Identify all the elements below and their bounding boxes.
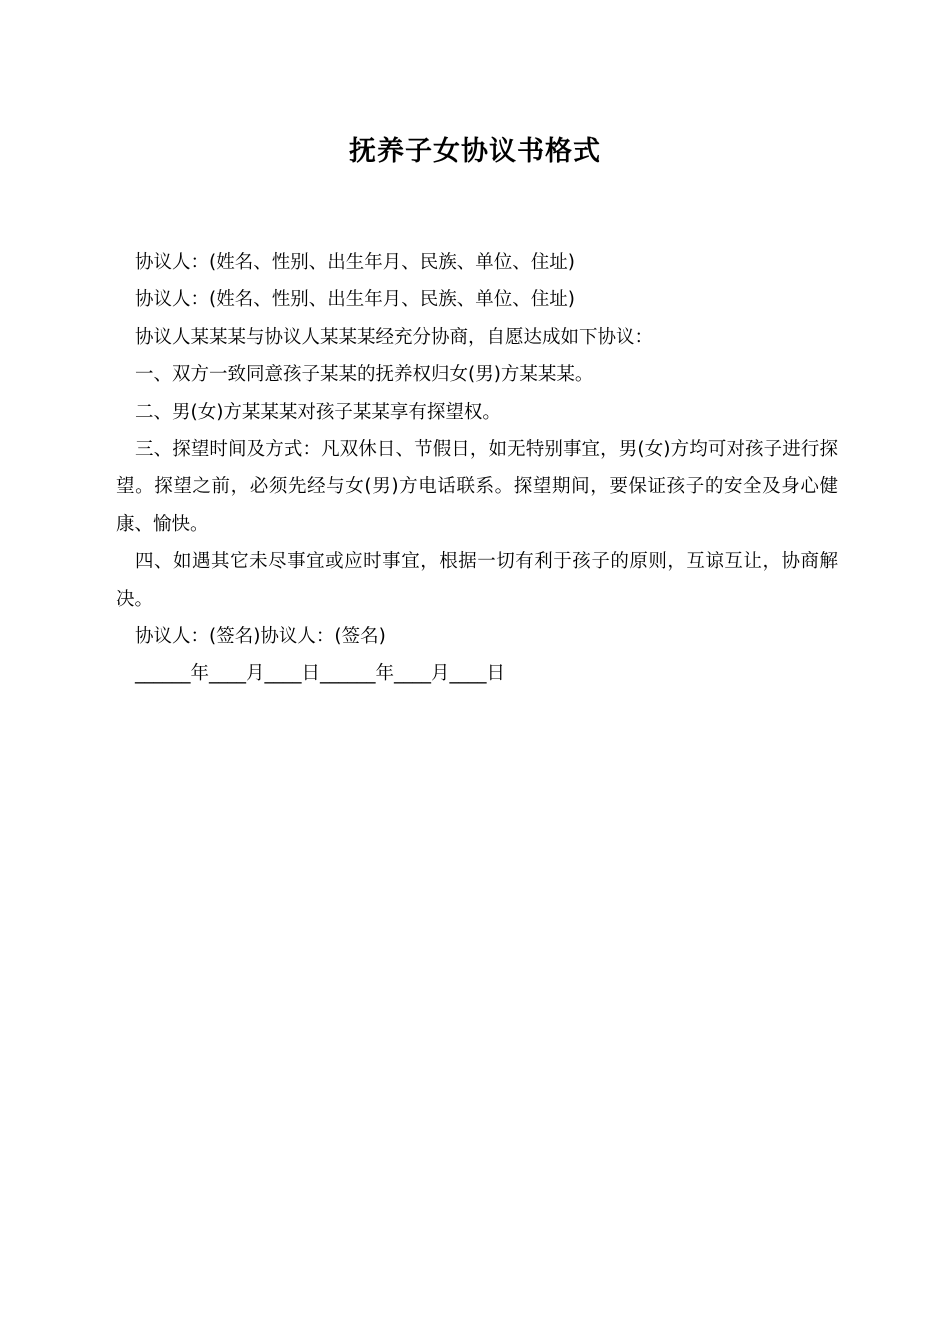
signature-line: 协议人：(签名)协议人：(签名) bbox=[135, 626, 386, 648]
clause-3: 三、探望时间及方式：凡双休日、节假日，如无特别事宜，男(女)方均可对孩子进行探望。探望之前，必须先经与女(男)方电话联系。探望期间，要保证孩子的安全及身心健康、愉快。 bbox=[116, 439, 838, 535]
agreement-intro: 协议人某某某与协议人某某某经充分协商，自愿达成如下协议： bbox=[135, 326, 654, 348]
document-body bbox=[116, 244, 838, 693]
clause-2: 二、男(女)方某某某对孩子某某享有探望权。 bbox=[135, 401, 501, 423]
clause-1: 一、双方一致同意孩子某某的抚养权归女(男)方某某某。 bbox=[135, 364, 594, 386]
party-a-info: 协议人：(姓名、性别、出生年月、民族、单位、住址) bbox=[135, 252, 575, 273]
date-line: ______年____月____日______年____月____日 bbox=[135, 663, 506, 685]
party-b-info: 协议人：(姓名、性别、出生年月、民族、单位、住址) bbox=[135, 289, 575, 311]
document-title: 抚养子女协议书格式 bbox=[349, 136, 601, 167]
clause-4: 四、如遇其它未尽事宜或应时事宜，根据一切有利于孩子的原则，互谅互让，协商解决。 bbox=[116, 551, 838, 610]
